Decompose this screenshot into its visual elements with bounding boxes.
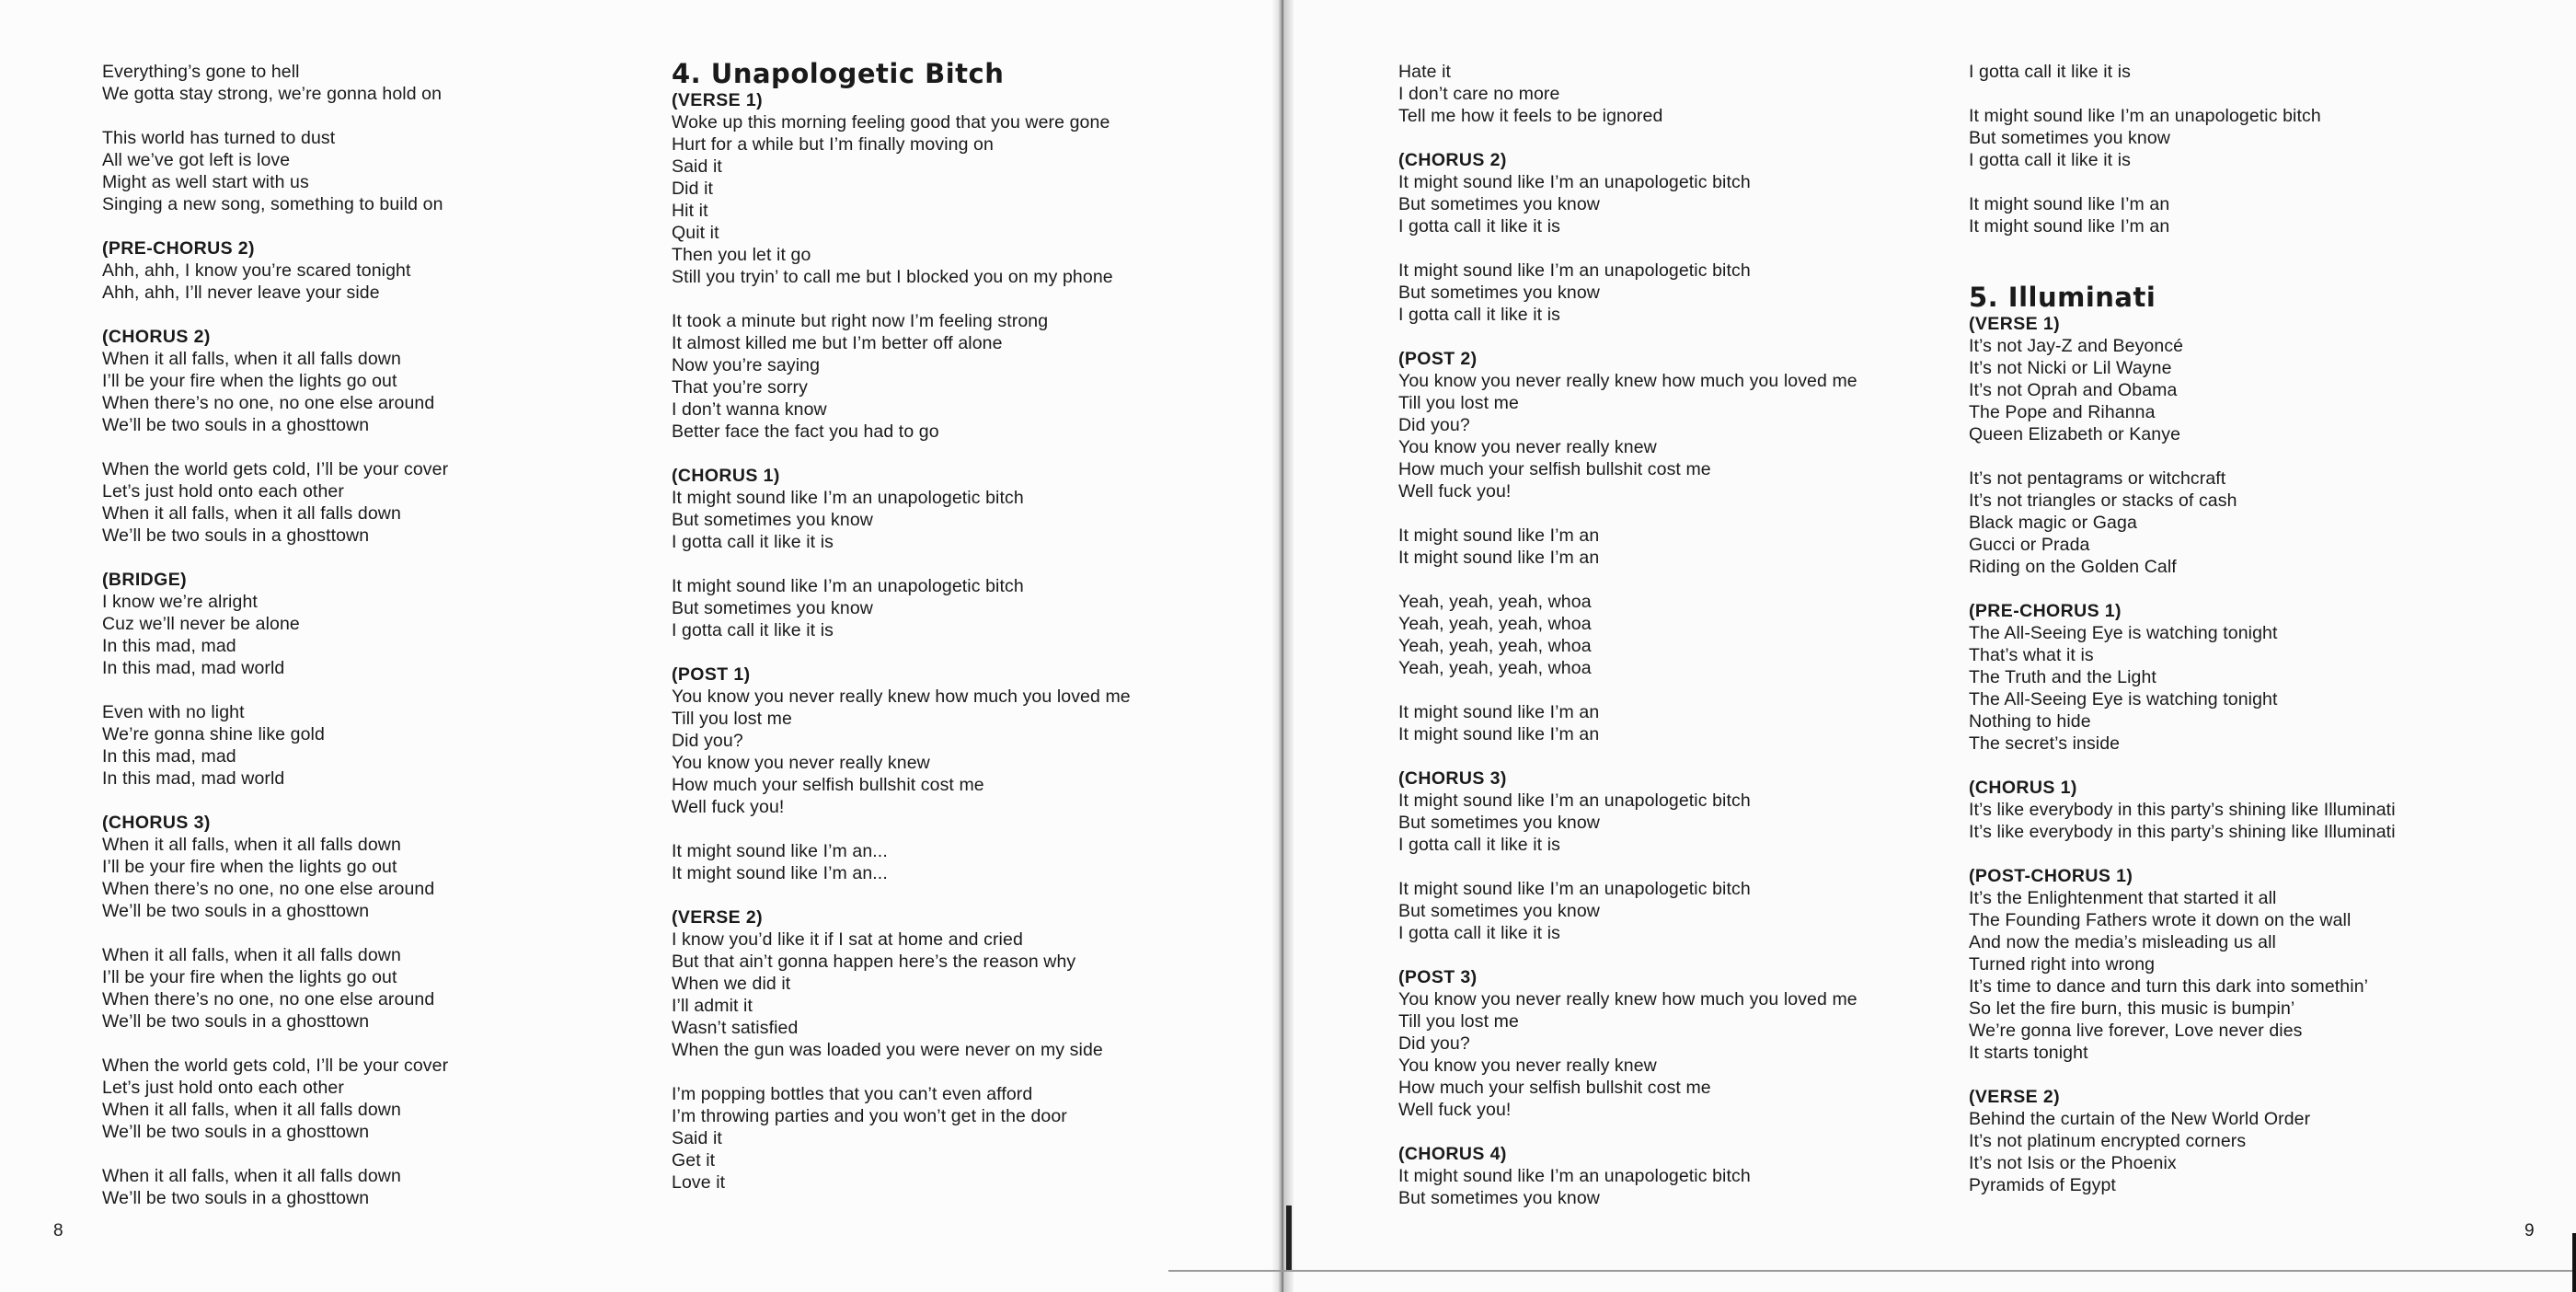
lyric-line: And now the media’s misleading us all bbox=[1969, 932, 2276, 952]
lyric-line: How much your selfish bullshit cost me bbox=[1398, 1078, 1711, 1098]
lyric-line: It’s not pentagrams or witchcraft bbox=[1969, 468, 2226, 489]
lyric-line: Till you lost me bbox=[1398, 1011, 1519, 1032]
lyric-line: It’s time to dance and turn this dark into somethin’ bbox=[1969, 976, 2369, 997]
lyric-line: Till you lost me bbox=[672, 709, 792, 729]
lyric-line: I know you’d like it if I sat at home and cried bbox=[672, 929, 1023, 950]
lyric-line: Said it bbox=[672, 1128, 722, 1148]
lyric-line: I know we’re alright bbox=[102, 592, 258, 612]
booklet-spine bbox=[1271, 0, 1294, 1292]
section-heading: (CHORUS 3) bbox=[102, 813, 211, 833]
lyric-line: Till you lost me bbox=[1398, 393, 1519, 413]
lyric-line: It might sound like I’m an unapologetic bitch bbox=[1398, 790, 1751, 811]
lyric-line: Now you’re saying bbox=[672, 355, 821, 375]
lyric-line: It’s the Enlightenment that started it all bbox=[1969, 888, 2277, 908]
lyric-line: I gotta call it like it is bbox=[1398, 216, 1560, 236]
stanza-gap bbox=[102, 105, 448, 127]
lyric-line: How much your selfish bullshit cost me bbox=[1398, 459, 1711, 479]
lyric-line: We’ll be two souls in a ghosttown bbox=[102, 1011, 370, 1032]
lyric-line: All we’ve got left is love bbox=[102, 150, 291, 170]
song-title: 5. Illuminati bbox=[1969, 282, 2156, 313]
lyric-line: You know you never really knew bbox=[1398, 1056, 1657, 1076]
lyric-line: But sometimes you know bbox=[1398, 901, 1600, 921]
lyric-line: We’ll be two souls in a ghosttown bbox=[102, 1122, 370, 1142]
lyric-line: It’s like everybody in this party’s shining like Illuminati bbox=[1969, 800, 2396, 820]
lyric-line: Yeah, yeah, yeah, whoa bbox=[1398, 592, 1592, 612]
lyric-line: Cuz we’ll never be alone bbox=[102, 614, 300, 634]
lyric-line: I’ll be your fire when the lights go out bbox=[102, 371, 397, 391]
lyric-line: Behind the curtain of the New World Order bbox=[1969, 1109, 2311, 1129]
lyric-line: It’s not Nicki or Lil Wayne bbox=[1969, 358, 2172, 378]
lyric-line: It might sound like I’m an bbox=[1398, 525, 1600, 546]
lyrics-column-4 bbox=[1969, 61, 2396, 1196]
section-heading: (VERSE 1) bbox=[672, 90, 763, 110]
lyrics-column-2 bbox=[672, 58, 1131, 1194]
lyric-line: That you’re sorry bbox=[672, 377, 808, 398]
lyric-line: It’s not platinum encrypted corners bbox=[1969, 1131, 2247, 1151]
lyric-line: Queen Elizabeth or Kanye bbox=[1969, 424, 2181, 444]
lyric-line: Well fuck you! bbox=[672, 797, 785, 817]
stanza-gap bbox=[102, 1143, 448, 1165]
lyric-line: I don’t care no more bbox=[1398, 84, 1560, 104]
lyric-line: When it all falls, when it all falls down bbox=[102, 835, 401, 855]
lyric-line: It might sound like I’m an unapologetic bitch bbox=[1398, 172, 1751, 192]
stanza-gap bbox=[672, 443, 1131, 465]
lyric-line: But sometimes you know bbox=[672, 510, 873, 530]
section-heading: (PRE-CHORUS 1) bbox=[1969, 601, 2122, 621]
lyric-line: When it all falls, when it all falls down bbox=[102, 1166, 401, 1186]
lyric-line: It’s not Oprah and Obama bbox=[1969, 380, 2178, 400]
lyric-line: Better face the fact you had to go bbox=[672, 421, 939, 442]
stanza-gap bbox=[1398, 569, 1857, 591]
lyric-line: We gotta stay strong, we’re gonna hold on bbox=[102, 84, 443, 104]
lyric-line: You know you never really knew how much you loved me bbox=[1398, 371, 1857, 391]
stanza-gap bbox=[672, 1061, 1131, 1083]
lyric-line: It might sound like I’m an... bbox=[672, 863, 888, 883]
lyric-line: We’ll be two souls in a ghosttown bbox=[102, 525, 370, 546]
section-heading: (CHORUS 4) bbox=[1398, 1144, 1507, 1164]
lyric-line: You know you never really knew bbox=[672, 753, 930, 773]
lyric-line: Said it bbox=[672, 156, 722, 177]
lyric-line: It starts tonight bbox=[1969, 1043, 2088, 1063]
lyric-line: It might sound like I’m an bbox=[1969, 216, 2170, 236]
stanza-gap bbox=[1969, 843, 2396, 865]
lyric-line: Tell me how it feels to be ignored bbox=[1398, 106, 1663, 126]
lyric-line: But sometimes you know bbox=[1398, 1188, 1600, 1208]
lyric-line: You know you never really knew bbox=[1398, 437, 1657, 457]
lyric-line: It took a minute but right now I’m feeling strong bbox=[672, 311, 1049, 331]
lyric-line: When the world gets cold, I’ll be your cover bbox=[102, 1056, 449, 1076]
stanza-gap bbox=[1969, 578, 2396, 600]
lyric-line: Did you? bbox=[1398, 1033, 1470, 1054]
lyric-line: It’s like everybody in this party’s shining like Illuminati bbox=[1969, 822, 2396, 842]
lyric-line: It’s not Isis or the Phoenix bbox=[1969, 1153, 2177, 1173]
stanza-gap bbox=[1398, 326, 1857, 348]
lyric-line: Did it bbox=[672, 179, 714, 199]
lyric-line: The All-Seeing Eye is watching tonight bbox=[1969, 623, 2278, 643]
lyric-line: It might sound like I’m an... bbox=[672, 841, 888, 861]
lyric-line: But sometimes you know bbox=[1398, 194, 1600, 214]
lyric-line: Still you tryin’ to call me but I blocked you on my phone bbox=[672, 267, 1113, 287]
stanza-gap bbox=[102, 1032, 448, 1055]
section-heading: (CHORUS 1) bbox=[1969, 778, 2077, 798]
stanza-gap bbox=[102, 790, 448, 812]
lyric-line: The Pope and Rihanna bbox=[1969, 402, 2156, 422]
stanza-gap bbox=[1969, 171, 2396, 193]
stanza-gap bbox=[672, 641, 1131, 663]
lyric-line: In this mad, mad world bbox=[102, 658, 285, 678]
lyric-line: We’ll be two souls in a ghosttown bbox=[102, 1188, 370, 1208]
lyric-line: But sometimes you know bbox=[1398, 283, 1600, 303]
stanza-gap bbox=[1398, 745, 1857, 767]
lyric-line: Turned right into wrong bbox=[1969, 954, 2156, 975]
lyric-line: I gotta call it like it is bbox=[1398, 923, 1560, 943]
lyric-line: But sometimes you know bbox=[1969, 128, 2170, 148]
section-heading: (CHORUS 2) bbox=[102, 327, 211, 347]
lyric-line: In this mad, mad world bbox=[102, 768, 285, 789]
lyric-line: When it all falls, when it all falls down bbox=[102, 945, 401, 965]
lyric-line: In this mad, mad bbox=[102, 746, 236, 767]
section-heading: (POST 2) bbox=[1398, 349, 1478, 369]
lyric-line: I’ll admit it bbox=[672, 996, 753, 1016]
song-title: 4. Unapologetic Bitch bbox=[672, 58, 1005, 89]
page-bottom-edge bbox=[1168, 1270, 2576, 1272]
lyric-line: It might sound like I’m an unapologetic bitch bbox=[672, 488, 1024, 508]
lyric-line: That’s what it is bbox=[1969, 645, 2094, 665]
stanza-gap bbox=[102, 547, 448, 569]
lyric-line: Even with no light bbox=[102, 702, 245, 722]
stanza-gap bbox=[1969, 237, 2396, 260]
lyric-line: It might sound like I’m an unapologetic bitch bbox=[1398, 879, 1751, 899]
lyric-line: Might as well start with us bbox=[102, 172, 309, 192]
lyric-line: It might sound like I’m an bbox=[1398, 724, 1600, 744]
lyric-line: Gucci or Prada bbox=[1969, 535, 2090, 555]
lyric-line: Then you let it go bbox=[672, 245, 811, 265]
lyric-line: Black magic or Gaga bbox=[1969, 513, 2137, 533]
stanza-gap bbox=[1398, 1121, 1857, 1143]
lyric-line: But that ain’t gonna happen here’s the reason why bbox=[672, 952, 1076, 972]
lyrics-column-3 bbox=[1398, 61, 1857, 1209]
stanza-gap bbox=[102, 304, 448, 326]
lyric-line: When the gun was loaded you were never on my side bbox=[672, 1040, 1103, 1060]
section-heading: (POST 3) bbox=[1398, 967, 1478, 987]
section-heading: (PRE-CHORUS 2) bbox=[102, 238, 255, 259]
lyric-line: We’ll be two souls in a ghosttown bbox=[102, 415, 370, 435]
lyric-line: When it all falls, when it all falls down bbox=[102, 349, 401, 369]
lyric-line: When there’s no one, no one else around bbox=[102, 989, 435, 1009]
lyric-line: Hate it bbox=[1398, 62, 1452, 82]
lyric-line: I’m popping bottles that you can’t even afford bbox=[672, 1084, 1033, 1104]
lyric-line: Nothing to hide bbox=[1969, 711, 2091, 732]
lyric-line: It might sound like I’m an bbox=[1969, 194, 2170, 214]
lyric-line: Quit it bbox=[672, 223, 719, 243]
stanza-gap bbox=[1969, 445, 2396, 467]
lyric-line: So let the fire burn, this music is bumpin’ bbox=[1969, 998, 2295, 1019]
lyric-line: Woke up this morning feeling good that you were gone bbox=[672, 112, 1110, 133]
stanza-gap bbox=[102, 215, 448, 237]
lyric-line: How much your selfish bullshit cost me bbox=[672, 775, 984, 795]
stanza-gap bbox=[672, 553, 1131, 575]
lyric-line: I gotta call it like it is bbox=[672, 620, 834, 640]
lyric-line: Let’s just hold onto each other bbox=[102, 481, 344, 502]
stanza-gap bbox=[1398, 237, 1857, 260]
section-heading: (VERSE 2) bbox=[672, 907, 763, 928]
section-heading: (BRIDGE) bbox=[102, 570, 188, 590]
lyric-line: It might sound like I’m an bbox=[1398, 702, 1600, 722]
section-heading: (VERSE 1) bbox=[1969, 314, 2060, 334]
section-heading: (CHORUS 2) bbox=[1398, 150, 1507, 170]
lyrics-column-1 bbox=[102, 61, 448, 1209]
section-heading: (VERSE 2) bbox=[1969, 1087, 2060, 1107]
lyric-line: Hit it bbox=[672, 201, 708, 221]
lyric-line: I gotta call it like it is bbox=[1398, 835, 1560, 855]
page-number-left: 8 bbox=[53, 1221, 63, 1240]
stanza-gap bbox=[672, 288, 1131, 310]
lyric-line: It might sound like I’m an unapologetic bitch bbox=[1398, 1166, 1751, 1186]
lyric-line: Let’s just hold onto each other bbox=[102, 1078, 344, 1098]
lyric-line: It’s not Jay-Z and Beyoncé bbox=[1969, 336, 2184, 356]
lyric-line: Well fuck you! bbox=[1398, 1100, 1512, 1120]
lyric-line: In this mad, mad bbox=[102, 636, 236, 656]
lyric-line: You know you never really knew how much you loved me bbox=[672, 686, 1131, 707]
stanza-gap bbox=[1969, 755, 2396, 777]
right-edge-shadow bbox=[2572, 1233, 2576, 1292]
lyric-line: The Truth and the Light bbox=[1969, 667, 2156, 687]
section-heading: (CHORUS 3) bbox=[1398, 768, 1507, 789]
lyric-line: Ahh, ahh, I know you’re scared tonight bbox=[102, 260, 411, 281]
section-heading: (CHORUS 1) bbox=[672, 466, 780, 486]
lyric-line: Ahh, ahh, I’ll never leave your side bbox=[102, 283, 380, 303]
spine-shadow bbox=[1286, 1205, 1292, 1270]
lyric-line: It might sound like I’m an unapologetic bitch bbox=[672, 576, 1024, 596]
lyric-line: Singing a new song, something to build on bbox=[102, 194, 443, 214]
lyric-line: I gotta call it like it is bbox=[1398, 305, 1560, 325]
lyric-line: Did you? bbox=[672, 731, 743, 751]
stanza-gap bbox=[672, 884, 1131, 906]
lyric-line: When it all falls, when it all falls down bbox=[102, 503, 401, 524]
lyric-line: I gotta call it like it is bbox=[672, 532, 834, 552]
lyric-line: The All-Seeing Eye is watching tonight bbox=[1969, 689, 2278, 709]
lyric-line: The Founding Fathers wrote it down on the wall bbox=[1969, 910, 2352, 930]
lyric-line: Did you? bbox=[1398, 415, 1470, 435]
lyric-line: It might sound like I’m an unapologetic bitch bbox=[1969, 106, 2321, 126]
stanza-gap bbox=[1969, 260, 2396, 282]
lyric-line: We’re gonna live forever, Love never dies bbox=[1969, 1021, 2303, 1041]
lyric-line: When it all falls, when it all falls down bbox=[102, 1100, 401, 1120]
lyric-line: When we did it bbox=[672, 974, 791, 994]
stanza-gap bbox=[1398, 679, 1857, 701]
lyric-line: Everything’s gone to hell bbox=[102, 62, 300, 82]
stanza-gap bbox=[1398, 502, 1857, 525]
lyric-line: Wasn’t satisfied bbox=[672, 1018, 799, 1038]
lyric-line: I’m throwing parties and you won’t get in the door bbox=[672, 1106, 1067, 1126]
page-number-right: 9 bbox=[2524, 1221, 2535, 1240]
stanza-gap bbox=[102, 922, 448, 944]
lyric-line: When the world gets cold, I’ll be your cover bbox=[102, 459, 449, 479]
lyric-line: Yeah, yeah, yeah, whoa bbox=[1398, 614, 1592, 634]
lyric-line: This world has turned to dust bbox=[102, 128, 336, 148]
lyric-line: When there’s no one, no one else around bbox=[102, 393, 435, 413]
lyric-line: You know you never really knew how much you loved me bbox=[1398, 989, 1857, 1009]
lyric-line: Get it bbox=[672, 1150, 716, 1171]
stanza-gap bbox=[102, 436, 448, 458]
section-heading: (POST 1) bbox=[672, 664, 751, 685]
stanza-gap bbox=[1398, 856, 1857, 878]
lyric-line: Yeah, yeah, yeah, whoa bbox=[1398, 658, 1592, 678]
lyric-line: When there’s no one, no one else around bbox=[102, 879, 435, 899]
section-heading: (POST-CHORUS 1) bbox=[1969, 866, 2133, 886]
stanza-gap bbox=[672, 818, 1131, 840]
stanza-gap bbox=[102, 679, 448, 701]
lyric-line: We’re gonna shine like gold bbox=[102, 724, 325, 744]
stanza-gap bbox=[1398, 944, 1857, 966]
lyric-line: It might sound like I’m an bbox=[1398, 548, 1600, 568]
lyric-line: I gotta call it like it is bbox=[1969, 150, 2131, 170]
lyric-line: We’ll be two souls in a ghosttown bbox=[102, 901, 370, 921]
lyric-line: Love it bbox=[672, 1172, 726, 1193]
lyric-line: Hurt for a while but I’m finally moving on bbox=[672, 134, 994, 155]
stanza-gap bbox=[1398, 127, 1857, 149]
lyric-line: I gotta call it like it is bbox=[1969, 62, 2131, 82]
lyric-line: Riding on the Golden Calf bbox=[1969, 557, 2177, 577]
lyric-line: I’ll be your fire when the lights go out bbox=[102, 857, 397, 877]
lyric-line: Pyramids of Egypt bbox=[1969, 1175, 2116, 1195]
lyric-line: It’s not triangles or stacks of cash bbox=[1969, 490, 2237, 511]
lyric-line: The secret’s inside bbox=[1969, 733, 2121, 754]
lyric-line: But sometimes you know bbox=[1398, 813, 1600, 833]
lyric-line: I don’t wanna know bbox=[672, 399, 827, 420]
lyric-line: It might sound like I’m an unapologetic bitch bbox=[1398, 260, 1751, 281]
lyric-line: Yeah, yeah, yeah, whoa bbox=[1398, 636, 1592, 656]
lyric-line: But sometimes you know bbox=[672, 598, 873, 618]
lyric-line: It almost killed me but I’m better off alone bbox=[672, 333, 1003, 353]
stanza-gap bbox=[1969, 83, 2396, 105]
stanza-gap bbox=[1969, 1064, 2396, 1086]
lyric-line: Well fuck you! bbox=[1398, 481, 1512, 502]
lyric-line: I’ll be your fire when the lights go out bbox=[102, 967, 397, 987]
